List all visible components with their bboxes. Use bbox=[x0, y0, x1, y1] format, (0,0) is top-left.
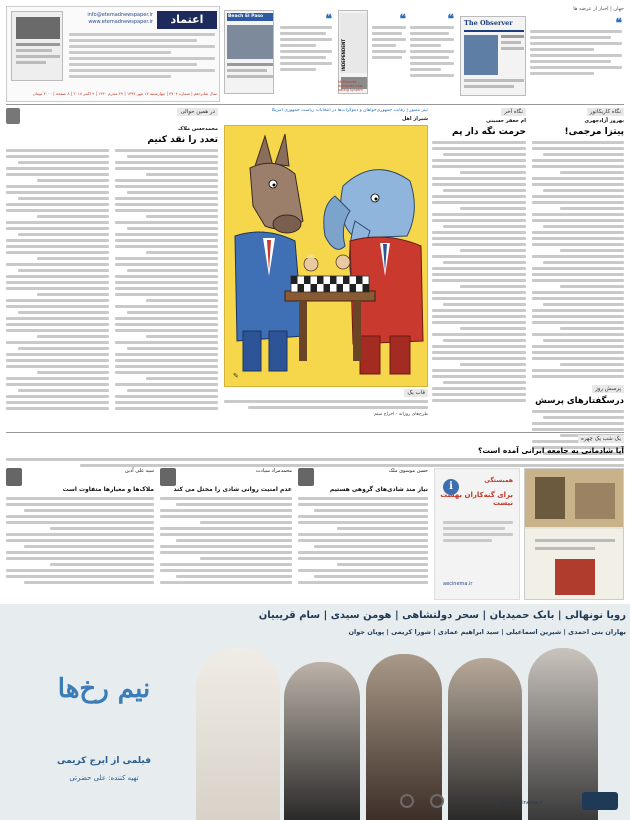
film-poster bbox=[0, 604, 630, 820]
cartoon-signature: ✎ bbox=[233, 372, 239, 380]
cartoon-footer bbox=[224, 389, 428, 417]
masthead bbox=[6, 6, 220, 102]
left-column-author: محمدحسن ملاک bbox=[178, 126, 218, 132]
sub-column-tag: پرسش روز bbox=[592, 385, 624, 393]
cartoon-svg bbox=[225, 126, 428, 387]
press-thumbnail-observer: The Observer bbox=[460, 16, 526, 96]
left-column-body bbox=[6, 149, 218, 413]
right-column-author: بهروز آزادچهری bbox=[584, 118, 624, 124]
middle-column-tag: نگاه آخر bbox=[501, 108, 526, 116]
press-item-1: The Observer ❝ bbox=[460, 16, 624, 102]
left-column bbox=[6, 108, 218, 430]
side-ad-title: همبستگی bbox=[484, 477, 513, 484]
feature-col2-author: محمدمراد سیادت bbox=[255, 468, 292, 474]
brand-logo-icon bbox=[582, 792, 618, 810]
left-column-avatar bbox=[6, 108, 20, 124]
cartoon-footer-tag: قاب یک bbox=[404, 389, 428, 397]
feature-col2-avatar bbox=[160, 468, 176, 486]
masthead-site: www.etemadnewspaper.ir bbox=[88, 19, 153, 25]
press-item-3: INDEPENDENT McDonnell demands new voting system ❝ bbox=[338, 12, 406, 92]
press-thumbnail-independent: INDEPENDENT bbox=[338, 10, 368, 94]
cartoon-caption: طرح‌های روزانه - اخراج میثم bbox=[374, 412, 428, 417]
cartoon-tag: تیتر مصور | رقابت جمهوری‌خواهان و دموکرات‌ها در انتخابات ریاست جمهوری آمریکا bbox=[271, 108, 428, 113]
actor-photo-2 bbox=[448, 658, 522, 820]
right-column-tag: نگاه کاریکاتور bbox=[587, 108, 624, 116]
side-ad-subtitle: برای گنه‌کاران بهشت نیست bbox=[440, 491, 513, 507]
middle-column-author: ام جعفر حسینی bbox=[486, 118, 526, 124]
middle-column bbox=[432, 108, 526, 430]
right-column bbox=[532, 108, 624, 430]
press-headline-independent: McDonnell demands new voting system bbox=[338, 80, 363, 92]
middle-column-body bbox=[432, 141, 526, 402]
side-ad-image bbox=[524, 468, 624, 600]
festival-laurel-icon-1 bbox=[400, 794, 414, 808]
feature-col3-author: سید علی آذین bbox=[124, 468, 154, 474]
right-column-title: پیتزا مرجمی! bbox=[564, 127, 624, 137]
feature-col3-avatar bbox=[6, 468, 22, 486]
side-ad-site: aecinema.ir bbox=[443, 581, 473, 587]
cartoon-illustration bbox=[224, 125, 428, 387]
cartoon-byline: شیراز اهل bbox=[401, 116, 428, 122]
press-thumbnail-beach: Beach El Paso bbox=[224, 10, 274, 94]
film-cast-row2: بهاران بنی احمدی | شیرین اسماعیلی | سید ابراهیم عمادی | شورا کریمی | پویان جوان bbox=[348, 628, 626, 636]
film-director: فیلمی از ایرج کریمی bbox=[57, 756, 151, 766]
festival-laurel-icon-2 bbox=[430, 794, 444, 808]
side-ad-info bbox=[434, 468, 520, 600]
press-item-2: ❝ bbox=[410, 10, 454, 102]
film-brand-site: www.aecinema.ir bbox=[500, 800, 543, 806]
feature-col3-title: ملاک‌ها و معیارها متفاوت است bbox=[62, 486, 154, 493]
left-column-tag: در همین حوالی bbox=[177, 108, 218, 116]
film-title: نیم رخ‌ها bbox=[57, 674, 151, 704]
feature-col1-avatar bbox=[298, 468, 314, 486]
masthead-thumbnail bbox=[11, 11, 63, 81]
feature-column-2 bbox=[160, 468, 292, 600]
feature-section bbox=[6, 435, 624, 470]
feature-col1-title: نیاز مند شادی‌های گروهی هستیم bbox=[329, 486, 428, 493]
feature-tag: یک شب یک چهره bbox=[578, 435, 624, 443]
feature-column-3 bbox=[6, 468, 154, 600]
feature-col1-author: حسن موسوی ملک bbox=[388, 468, 428, 474]
film-producer: تهیه کننده: علی حضرتی bbox=[69, 774, 139, 782]
right-column-body bbox=[532, 141, 624, 378]
press-item-4: Beach El Paso ❝ bbox=[224, 10, 334, 102]
issue-line: سال شانزدهم | شماره ۳۷۰۴ | چهارشنبه ۱۷ مهر ۱۳۹۷ | ۲۹ محرم ۱۴۴۰ | ۹ اکتبر ۲۰۱۸ | ۸ صفحه | ۲۰۰۰ تومان bbox=[32, 91, 217, 96]
press-section-label: جهان | اخبار از عرضه ها bbox=[573, 6, 624, 12]
sub-column-title: درسگفتارهای پرسش bbox=[535, 396, 624, 406]
actor-photo-4 bbox=[284, 662, 360, 820]
left-column-title: تعدد را نقد کنیم bbox=[147, 135, 218, 145]
masthead-email: info@etemadnewspaper.ir bbox=[87, 12, 153, 18]
info-icon: i bbox=[443, 479, 459, 495]
feature-column-1 bbox=[298, 468, 428, 600]
film-cast-row1: رویا نونهالی | بابک حمیدیان | سحر دولتشاهی | هومن سیدی | سام قریبیان bbox=[258, 610, 626, 621]
feature-col2-title: عدم امنیت روانی شادی را مختل می کند bbox=[173, 486, 292, 493]
masthead-logo: اعتماد bbox=[157, 11, 217, 29]
middle-column-title: حرمت نگه دار پم bbox=[452, 127, 526, 137]
feature-title: آیا شادمانی به جامعه ایرانی آمده است؟ bbox=[477, 446, 624, 455]
actor-photo-5 bbox=[196, 648, 280, 820]
